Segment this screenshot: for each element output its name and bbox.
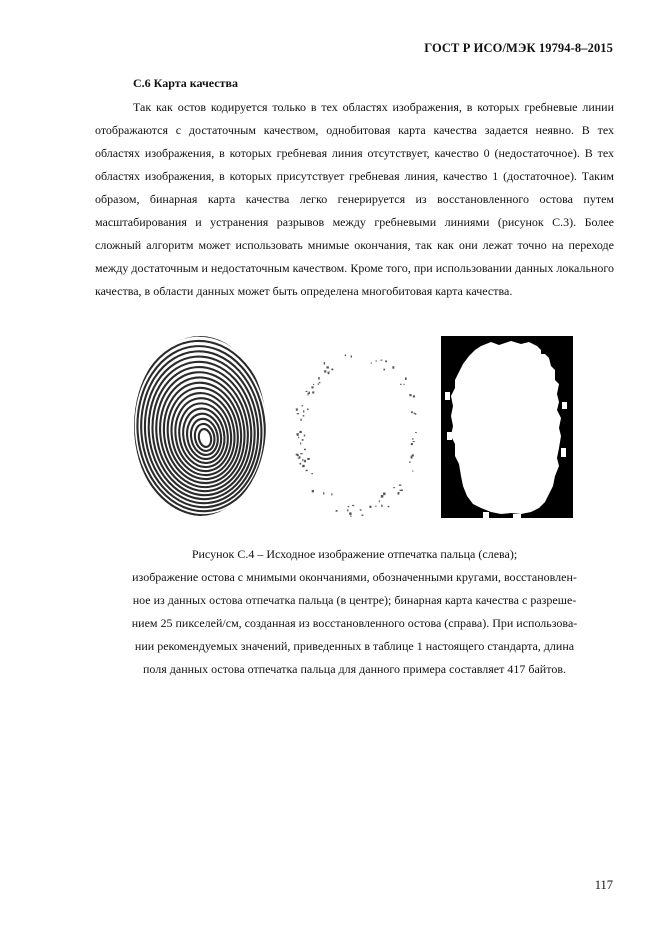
- section-title: С.6 Карта качества: [133, 76, 238, 90]
- caption-line: ное из данных остова отпечатка пальца (в центре); бинарная карта качества с разреше-: [132, 593, 577, 607]
- caption-line: изображение остова с мнимыми окончаниями, обозначенными кругами, восстановлен-: [132, 570, 577, 584]
- binary-quality-map: [441, 336, 573, 518]
- caption-line: Рисунок С.4 – Исходное изображение отпечатка пальца (слева);: [191, 547, 518, 561]
- body-text: [95, 96, 614, 303]
- document-header: ГОСТ Р ИСО/МЭК 19794-8–2015: [424, 41, 613, 55]
- fingerprint-image: [131, 334, 269, 516]
- figure-caption: [95, 543, 614, 681]
- body-paragraph: Так как остов кодируется только в тех областях изображения, в которых гребневые линии отображаются с достаточным качеством, однобитовая карта качества задается неявно. В тех областях изображения, в которых гребневая линия отсутствует, качество 0 (недостаточное). В тех областях изображения, в которых присутствует гребневая линия, качество 1 (достаточное). Таким образом, бинарная карта качества легко генерируется из восстановленного остова путем масштабирования и устранения разрывов между гребневыми линиями (рисунок С.3). Более сложный алгоритм может использовать мнимые окончания, так как они лежат точно на переходе между достаточным и недостаточным качеством. Кроме того, при использовании данных локального качества, в области данных может быть определена многобитовая карта качества.: [95, 100, 614, 298]
- page-number: 117: [594, 878, 613, 892]
- skeleton-image: [287, 344, 427, 520]
- caption-line: нии рекомендуемых значений, приведенных в таблице 1 настоящего стандарта, длина: [134, 639, 575, 653]
- figure-row: [0, 334, 661, 520]
- caption-line: поля данных остова отпечатка пальца для данного примера составляет 417 байтов.: [143, 662, 566, 676]
- caption-line: нием 25 пикселей/см, созданная из восстановленного остова (справа). При использова-: [131, 616, 578, 630]
